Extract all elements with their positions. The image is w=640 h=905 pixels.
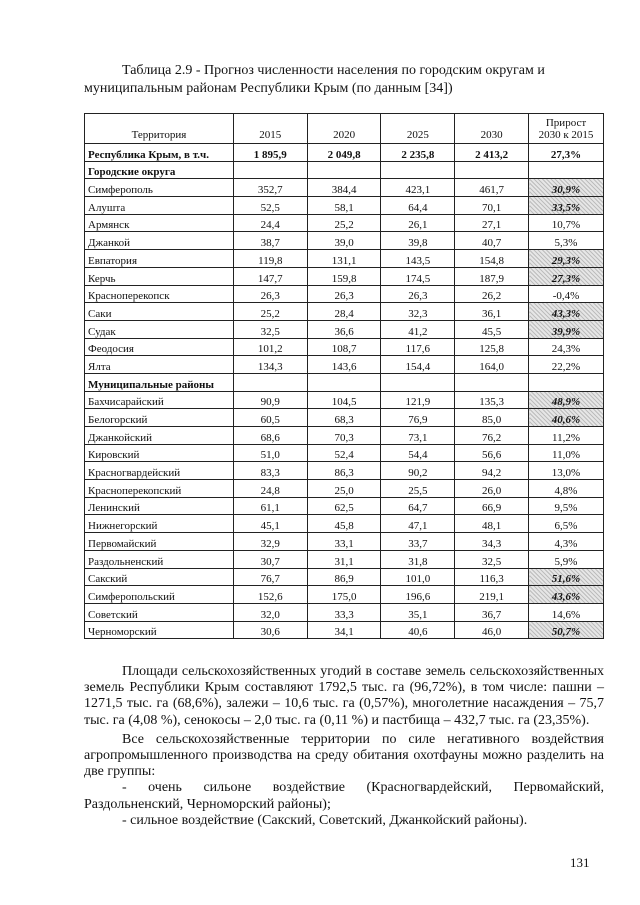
empty-cell — [381, 161, 455, 179]
header-growth — [529, 114, 604, 144]
cell-2030: 85,0 — [455, 409, 529, 427]
cell-2025: 40,6 — [381, 621, 455, 639]
cell-2015: 134,3 — [233, 356, 307, 374]
cell-territory: Красноперекопский — [85, 480, 234, 498]
cell-2030: 125,8 — [455, 338, 529, 356]
empty-cell — [455, 161, 529, 179]
cell-2025: 32,3 — [381, 303, 455, 321]
cell-2025: 174,5 — [381, 267, 455, 285]
cell-territory: Черноморский — [85, 621, 234, 639]
cell-2020: 25,2 — [307, 214, 381, 232]
cell-2025: 54,4 — [381, 444, 455, 462]
cell-2025: 25,5 — [381, 480, 455, 498]
table-row — [85, 462, 604, 480]
table-row — [85, 250, 604, 268]
cell-growth: 27,3% — [529, 267, 604, 285]
cell-territory: Республика Крым, в т.ч. — [85, 144, 234, 162]
cell-territory: Первомайский — [85, 533, 234, 551]
cell-2030: 2 413,2 — [455, 144, 529, 162]
cell-growth: 33,5% — [529, 197, 604, 215]
cell-2025: 117,6 — [381, 338, 455, 356]
header-growth-line-2: 2030 к 2015 — [538, 129, 594, 141]
cell-growth: 13,0% — [529, 462, 604, 480]
cell-growth: 24,3% — [529, 338, 604, 356]
table-section-row — [85, 161, 604, 179]
cell-growth: 29,3% — [529, 250, 604, 268]
table-row — [85, 197, 604, 215]
cell-2015: 61,1 — [233, 497, 307, 515]
header-2015: 2015 — [233, 114, 307, 144]
empty-cell — [233, 373, 307, 391]
table-row — [85, 427, 604, 445]
cell-2020: 143,6 — [307, 356, 381, 374]
table-row — [85, 515, 604, 533]
table-caption — [84, 62, 604, 98]
cell-2030: 48,1 — [455, 515, 529, 533]
cell-growth: 5,9% — [529, 550, 604, 568]
header-growth-line-1: Прирост — [545, 117, 587, 129]
cell-growth: 5,3% — [529, 232, 604, 250]
cell-2020: 33,3 — [307, 603, 381, 621]
table-row — [85, 179, 604, 197]
cell-2020: 131,1 — [307, 250, 381, 268]
page-number: 131 — [570, 855, 590, 870]
empty-cell — [455, 373, 529, 391]
cell-territory: Ялта — [85, 356, 234, 374]
cell-2020: 28,4 — [307, 303, 381, 321]
cell-2015: 83,3 — [233, 462, 307, 480]
cell-2015: 76,7 — [233, 568, 307, 586]
cell-2030: 32,5 — [455, 550, 529, 568]
table-row — [85, 232, 604, 250]
cell-2015: 24,8 — [233, 480, 307, 498]
cell-growth: 50,7% — [529, 621, 604, 639]
cell-2015: 32,9 — [233, 533, 307, 551]
cell-2015: 68,6 — [233, 427, 307, 445]
empty-cell — [529, 161, 604, 179]
cell-2015: 90,9 — [233, 391, 307, 409]
cell-2030: 154,8 — [455, 250, 529, 268]
cell-2030: 187,9 — [455, 267, 529, 285]
table-row — [85, 586, 604, 604]
cell-2020: 175,0 — [307, 586, 381, 604]
cell-growth: 11,0% — [529, 444, 604, 462]
population-forecast-table — [84, 113, 604, 639]
cell-2025: 73,1 — [381, 427, 455, 445]
cell-2020: 31,1 — [307, 550, 381, 568]
cell-territory: Кировский — [85, 444, 234, 462]
cell-growth: 6,5% — [529, 515, 604, 533]
cell-2030: 26,0 — [455, 480, 529, 498]
cell-2020: 39,0 — [307, 232, 381, 250]
table-row — [85, 267, 604, 285]
cell-territory: Белогорский — [85, 409, 234, 427]
cell-2025: 35,1 — [381, 603, 455, 621]
cell-2015: 51,0 — [233, 444, 307, 462]
cell-2025: 76,9 — [381, 409, 455, 427]
cell-2015: 352,7 — [233, 179, 307, 197]
cell-2030: 27,1 — [455, 214, 529, 232]
cell-territory: Алушта — [85, 197, 234, 215]
cell-2030: 94,2 — [455, 462, 529, 480]
empty-cell — [381, 373, 455, 391]
cell-2015: 25,2 — [233, 303, 307, 321]
cell-2030: 116,3 — [455, 568, 529, 586]
cell-territory: Симферополь — [85, 179, 234, 197]
section-title: Городские округа — [85, 161, 234, 179]
cell-2025: 90,2 — [381, 462, 455, 480]
cell-2025: 33,7 — [381, 533, 455, 551]
table-row — [85, 285, 604, 303]
cell-growth: 30,9% — [529, 179, 604, 197]
cell-2025: 423,1 — [381, 179, 455, 197]
table-section-row — [85, 373, 604, 391]
empty-cell — [307, 373, 381, 391]
cell-territory: Ленинский — [85, 497, 234, 515]
cell-2025: 31,8 — [381, 550, 455, 568]
cell-2020: 70,3 — [307, 427, 381, 445]
cell-2020: 25,0 — [307, 480, 381, 498]
empty-cell — [529, 373, 604, 391]
cell-growth: 27,3% — [529, 144, 604, 162]
cell-growth: 9,5% — [529, 497, 604, 515]
cell-2015: 32,0 — [233, 603, 307, 621]
table-row — [85, 320, 604, 338]
header-2020: 2020 — [307, 114, 381, 144]
cell-growth: 40,6% — [529, 409, 604, 427]
cell-2030: 26,2 — [455, 285, 529, 303]
table-row — [85, 356, 604, 374]
table-row — [85, 603, 604, 621]
table-row — [85, 144, 604, 162]
cell-2025: 143,5 — [381, 250, 455, 268]
cell-2025: 41,2 — [381, 320, 455, 338]
header-2025: 2025 — [381, 114, 455, 144]
cell-growth: 43,3% — [529, 303, 604, 321]
cell-2020: 62,5 — [307, 497, 381, 515]
body-text — [84, 664, 604, 829]
cell-territory: Красноперекопск — [85, 285, 234, 303]
cell-territory: Джанкойский — [85, 427, 234, 445]
cell-growth: 4,8% — [529, 480, 604, 498]
table-row — [85, 480, 604, 498]
cell-2030: 46,0 — [455, 621, 529, 639]
cell-2015: 45,1 — [233, 515, 307, 533]
cell-2020: 104,5 — [307, 391, 381, 409]
list-item-strong: - сильное воздействие (Сакский, Советский, Джанкойский районы). — [122, 812, 528, 828]
cell-2030: 36,7 — [455, 603, 529, 621]
header-territory: Территория — [85, 114, 234, 144]
cell-2015: 24,4 — [233, 214, 307, 232]
cell-2020: 45,8 — [307, 515, 381, 533]
cell-2020: 36,6 — [307, 320, 381, 338]
cell-2020: 86,3 — [307, 462, 381, 480]
cell-growth: 48,9% — [529, 391, 604, 409]
caption-line-2: муниципальным районам Республики Крым (по данным [34]) — [84, 81, 453, 96]
cell-territory: Красногвардейский — [85, 462, 234, 480]
cell-growth: 43,6% — [529, 586, 604, 604]
cell-2020: 159,8 — [307, 267, 381, 285]
cell-territory: Керчь — [85, 267, 234, 285]
cell-2015: 26,3 — [233, 285, 307, 303]
cell-territory: Симферопольский — [85, 586, 234, 604]
cell-2030: 40,7 — [455, 232, 529, 250]
cell-2030: 164,0 — [455, 356, 529, 374]
cell-2030: 45,5 — [455, 320, 529, 338]
cell-2020: 86,9 — [307, 568, 381, 586]
cell-2030: 135,3 — [455, 391, 529, 409]
cell-2020: 26,3 — [307, 285, 381, 303]
table-row — [85, 621, 604, 639]
section-title: Муниципальные районы — [85, 373, 234, 391]
cell-2015: 30,6 — [233, 621, 307, 639]
empty-cell — [233, 161, 307, 179]
cell-2020: 2 049,8 — [307, 144, 381, 162]
cell-2030: 66,9 — [455, 497, 529, 515]
table-row — [85, 444, 604, 462]
cell-2015: 119,8 — [233, 250, 307, 268]
cell-growth: 22,2% — [529, 356, 604, 374]
cell-2020: 52,4 — [307, 444, 381, 462]
cell-growth: 39,9% — [529, 320, 604, 338]
cell-2030: 219,1 — [455, 586, 529, 604]
paragraph-groups: Все сельскохозяйственные территории по силе негативного воздействия агропромышленного производства на среду обитания охотфауны можно разделить на две группы: — [84, 731, 604, 780]
cell-2025: 121,9 — [381, 391, 455, 409]
cell-2030: 70,1 — [455, 197, 529, 215]
cell-2030: 36,1 — [455, 303, 529, 321]
cell-growth: 10,7% — [529, 214, 604, 232]
cell-2015: 32,5 — [233, 320, 307, 338]
cell-2025: 39,8 — [381, 232, 455, 250]
cell-2020: 108,7 — [307, 338, 381, 356]
cell-2015: 52,5 — [233, 197, 307, 215]
cell-2025: 47,1 — [381, 515, 455, 533]
cell-territory: Саки — [85, 303, 234, 321]
paragraph-land-area: Площади сельскохозяйственных угодий в составе земель сельскохозяйственных земель Республики Крым составляют 1792,5 тыс. га (96,72%), в том числе: пашни – 1271,5 тыс. га (68,6%), залежи – 10,6 тыс. га (0,57%), многолетние насаждения – 75,7 тыс. га (4,08 %), сенокосы – 2,0 тыс. га (0,11 %) и пастбища – 432,7 тыс. га (23,35%). — [84, 664, 604, 728]
cell-2015: 101,2 — [233, 338, 307, 356]
cell-2015: 30,7 — [233, 550, 307, 568]
cell-territory: Джанкой — [85, 232, 234, 250]
cell-territory: Феодосия — [85, 338, 234, 356]
empty-cell — [307, 161, 381, 179]
table-row — [85, 550, 604, 568]
cell-territory: Сакский — [85, 568, 234, 586]
list-item-very-strong: - очень сильоне воздействие (Красногвардейский, Первомайский, Раздольненский, Черноморский районы); — [84, 780, 604, 812]
cell-2020: 58,1 — [307, 197, 381, 215]
cell-2020: 34,1 — [307, 621, 381, 639]
cell-growth: 51,6% — [529, 568, 604, 586]
table-row — [85, 214, 604, 232]
table-row — [85, 391, 604, 409]
cell-2025: 196,6 — [381, 586, 455, 604]
cell-2025: 2 235,8 — [381, 144, 455, 162]
cell-territory: Раздольненский — [85, 550, 234, 568]
cell-growth: 4,3% — [529, 533, 604, 551]
cell-2020: 68,3 — [307, 409, 381, 427]
cell-2025: 26,3 — [381, 285, 455, 303]
table-row — [85, 338, 604, 356]
table-row — [85, 533, 604, 551]
cell-territory: Бахчисарайский — [85, 391, 234, 409]
cell-2025: 64,7 — [381, 497, 455, 515]
cell-territory: Армянск — [85, 214, 234, 232]
cell-2020: 384,4 — [307, 179, 381, 197]
table-row — [85, 497, 604, 515]
cell-territory: Советский — [85, 603, 234, 621]
cell-2030: 461,7 — [455, 179, 529, 197]
caption-line-1: Таблица 2.9 - Прогноз численности населения по городским округам и — [122, 63, 545, 78]
cell-2015: 38,7 — [233, 232, 307, 250]
cell-2015: 60,5 — [233, 409, 307, 427]
cell-2015: 147,7 — [233, 267, 307, 285]
cell-2025: 154,4 — [381, 356, 455, 374]
table-header-row — [85, 114, 604, 144]
table-row — [85, 409, 604, 427]
cell-2030: 34,3 — [455, 533, 529, 551]
header-2030: 2030 — [455, 114, 529, 144]
cell-2020: 33,1 — [307, 533, 381, 551]
cell-2030: 76,2 — [455, 427, 529, 445]
cell-growth: -0,4% — [529, 285, 604, 303]
cell-territory: Судак — [85, 320, 234, 338]
cell-territory: Евпатория — [85, 250, 234, 268]
cell-2025: 101,0 — [381, 568, 455, 586]
cell-2015: 152,6 — [233, 586, 307, 604]
cell-2025: 26,1 — [381, 214, 455, 232]
table-row — [85, 303, 604, 321]
cell-growth: 14,6% — [529, 603, 604, 621]
cell-growth: 11,2% — [529, 427, 604, 445]
cell-2030: 56,6 — [455, 444, 529, 462]
cell-2025: 64,4 — [381, 197, 455, 215]
table-row — [85, 568, 604, 586]
cell-2015: 1 895,9 — [233, 144, 307, 162]
cell-territory: Нижнегорский — [85, 515, 234, 533]
